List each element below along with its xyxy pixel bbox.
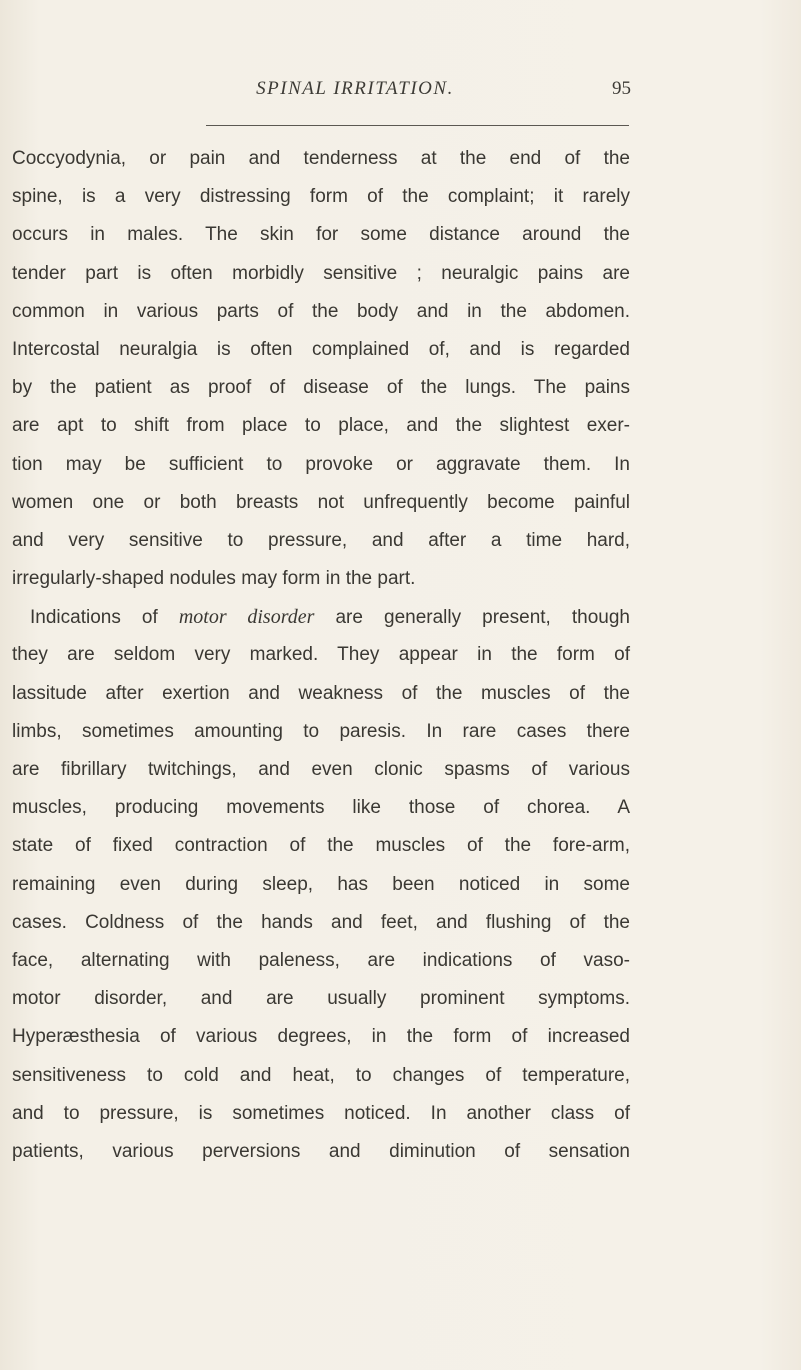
text-line: remaining even during sleep, has been noticed in some <box>12 873 630 895</box>
italic-term: motor disorder <box>178 606 315 629</box>
text-line: irregularly-shaped nodules may form in the part. <box>12 568 416 590</box>
text-line: occurs in males. The skin for some distance around the <box>12 224 630 246</box>
text-line: face, alternating with paleness, are indications of vaso- <box>12 949 630 971</box>
text-line: and very sensitive to pressure, and after a time hard, <box>12 529 630 551</box>
body-text <box>12 140 630 1171</box>
text-line: are fibrillary twitchings, and even clonic spasms of various <box>12 759 630 780</box>
text-line: sensitiveness to cold and heat, to changes of temperature, <box>12 1064 630 1086</box>
text-run: are generally present, though <box>314 607 630 629</box>
running-title: SPINAL IRRITATION. <box>256 78 454 99</box>
text-line: muscles, producing movements like those of chorea. A <box>12 797 630 819</box>
text-line: Intercostal neuralgia is often complained of, and is regarded <box>12 338 630 360</box>
text-line: limbs, sometimes amounting to paresis. In rare cases there <box>12 720 630 742</box>
text-line: tender part is often morbidly sensitive ; neuralgic pains are <box>12 262 630 284</box>
text-line: and to pressure, is sometimes noticed. In another class of <box>12 1102 630 1124</box>
text-line: cases. Coldness of the hands and feet, and flushing of the <box>12 911 630 933</box>
text-line: patients, various perversions and diminution of sensation <box>12 1140 630 1162</box>
text-line: tion may be sufficient to provoke or aggravate them. In <box>12 453 630 475</box>
text-run: Indications of <box>30 607 179 629</box>
text-line: state of fixed contraction of the muscles of the fore-arm, <box>12 835 630 857</box>
header-rule <box>206 125 629 126</box>
text-line: women one or both breasts not unfrequently become painful <box>12 491 630 513</box>
text-line: Coccyodynia, or pain and tenderness at the end of the <box>12 148 630 169</box>
text-line: spine, is a very distressing form of the complaint; it rarely <box>12 186 630 208</box>
text-line: lassitude after exertion and weakness of the muscles of the <box>12 682 630 704</box>
text-line: Hyperæsthesia of various degrees, in the form of increased <box>12 1026 630 1048</box>
text-line: common in various parts of the body and in the abdomen. <box>12 300 630 322</box>
text-line: are apt to shift from place to place, and the slightest exer- <box>12 415 630 437</box>
text-line: they are seldom very marked. They appear in the form of <box>12 644 630 666</box>
text-line: motor disorder, and are usually prominent symptoms. <box>12 988 630 1010</box>
text-line: by the patient as proof of disease of the lungs. The pains <box>12 377 630 399</box>
page-number: 95 <box>612 78 631 99</box>
paragraph-2-first-line <box>12 598 630 636</box>
